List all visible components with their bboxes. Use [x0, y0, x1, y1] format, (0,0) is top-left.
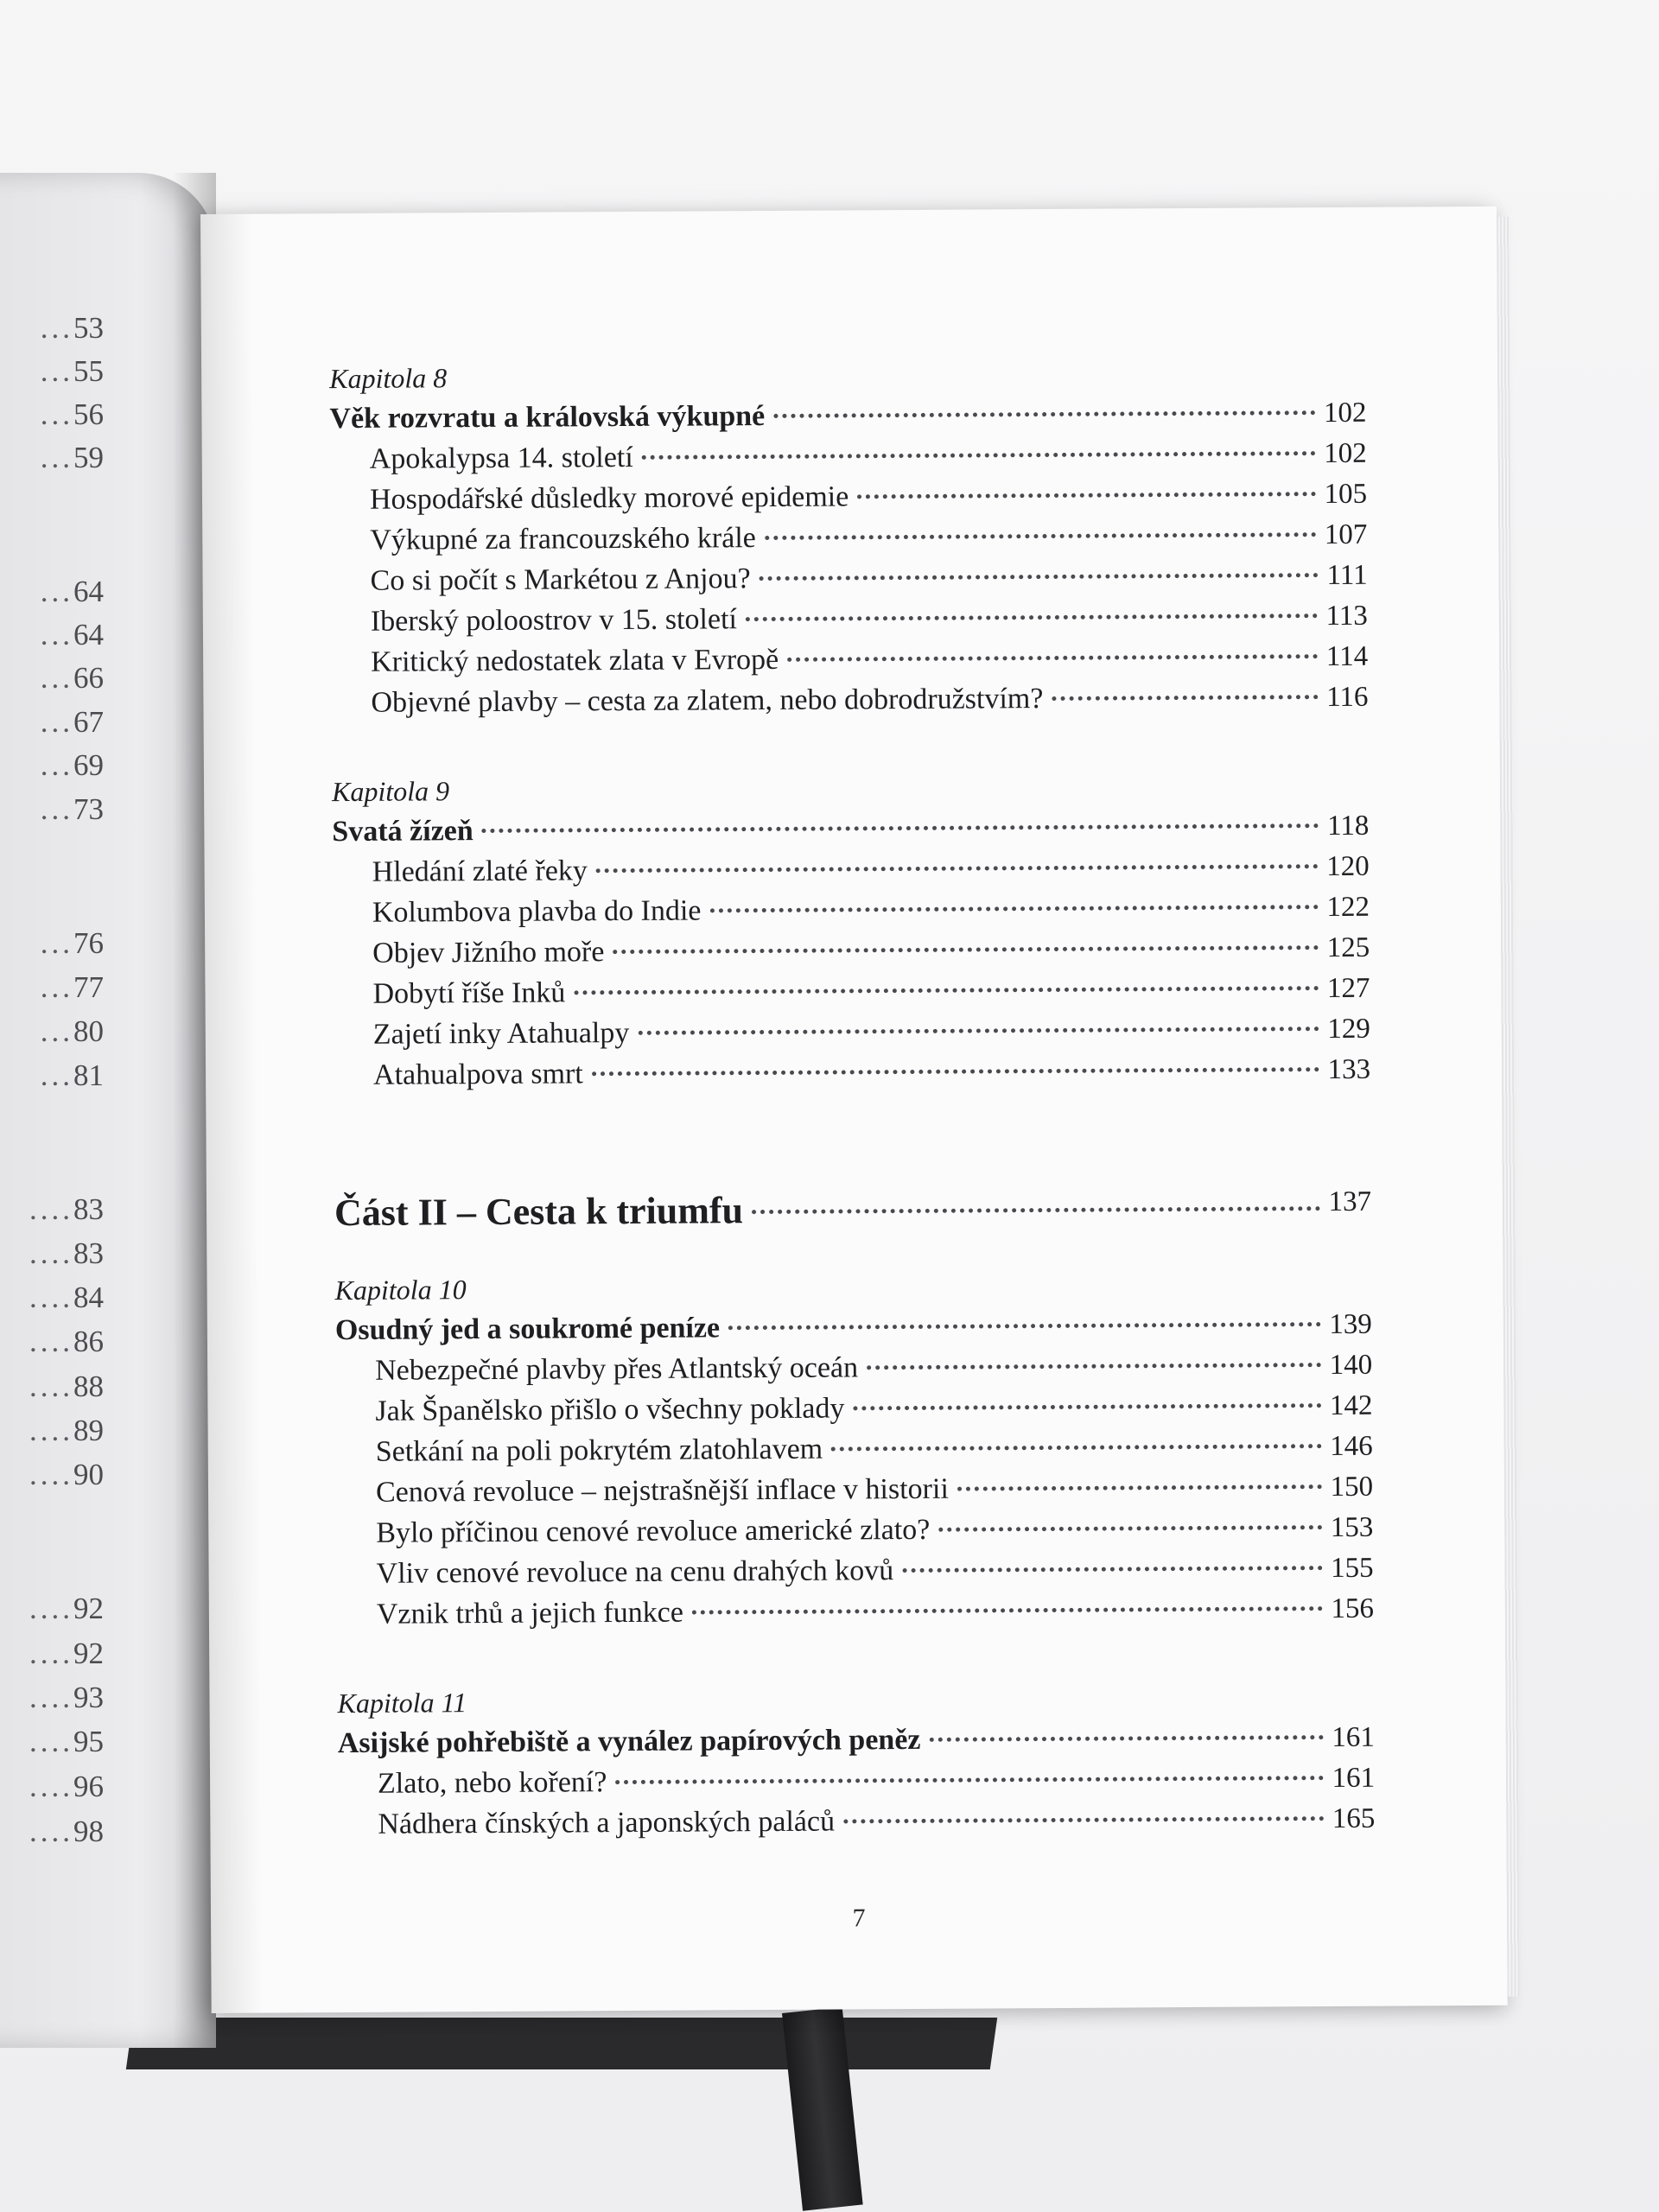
left-page-number: ...56	[40, 397, 104, 431]
toc-entry[interactable]	[331, 636, 1368, 683]
page-ref: 129	[1327, 1013, 1370, 1046]
page-ref: 111	[1326, 559, 1368, 592]
page-ref: 122	[1326, 891, 1370, 924]
dot-leader	[728, 1322, 1320, 1330]
dot-leader	[638, 1027, 1319, 1035]
dot-leader	[957, 1484, 1322, 1491]
left-page-number: ...81	[40, 1058, 104, 1092]
entry-title: Atahualpova smrt	[372, 1058, 583, 1091]
page-ref: 161	[1332, 1721, 1375, 1754]
toc-entry[interactable]	[334, 1049, 1370, 1096]
dot-leader	[574, 986, 1319, 995]
left-page-number: ...64	[40, 575, 104, 608]
toc-entry[interactable]	[336, 1548, 1373, 1594]
left-page-number: ...64	[40, 618, 104, 652]
left-page-number: ...67	[40, 705, 104, 739]
toc-entry[interactable]	[337, 1588, 1374, 1635]
entry-title: Vznik trhů a jejich funkce	[376, 1596, 683, 1630]
left-page-number: ...73	[40, 792, 104, 826]
page-ref: 155	[1330, 1552, 1374, 1585]
entry-title: Zajetí inky Atahualpy	[372, 1016, 630, 1051]
dot-leader	[1052, 695, 1318, 701]
page-ref: 165	[1332, 1802, 1376, 1835]
page-ref: 127	[1326, 972, 1370, 1005]
chapter-title: Svatá žízeň	[332, 815, 474, 849]
entry-title: Vliv cenové revoluce na cenu drahých kovů	[376, 1554, 894, 1590]
dot-leader	[938, 1525, 1322, 1532]
page-ref: 102	[1323, 397, 1367, 429]
page-ref: 139	[1329, 1308, 1372, 1341]
toc-entry[interactable]	[334, 1008, 1370, 1055]
left-page-number: ....98	[29, 1815, 104, 1848]
chapter-title-row[interactable]	[332, 805, 1369, 852]
dot-leader	[853, 1403, 1321, 1410]
entry-title: Výkupné za francouzského krále	[370, 522, 756, 556]
book-cover	[126, 2018, 997, 2069]
page-ref: 153	[1330, 1511, 1374, 1544]
toc-entry[interactable]	[336, 1466, 1373, 1513]
page-ref: 120	[1326, 850, 1370, 883]
page-ref: 150	[1330, 1471, 1374, 1503]
entry-title: Hospodářské důsledky morové epidemie	[369, 480, 849, 516]
left-page-number: ...69	[40, 748, 104, 782]
chapter-title: Asijské pohřebiště a vynález papírových peněz	[337, 1723, 921, 1760]
page-ref: 146	[1330, 1430, 1373, 1463]
chapter-title-row[interactable]	[335, 1304, 1372, 1351]
part-title-row[interactable]	[334, 1179, 1371, 1241]
toc-entry[interactable]	[336, 1426, 1373, 1472]
entry-title: Hledání zlaté řeky	[372, 855, 588, 888]
page-ref: 116	[1326, 681, 1369, 714]
entry-title: Objevné plavby – cesta za zlatem, nebo dobrodružstvím?	[371, 683, 1044, 719]
entry-title: Cenová revoluce – nejstrašnější inflace v historii	[375, 1472, 949, 1509]
dot-leader	[843, 1816, 1324, 1823]
chapter-label: Kapitola 11	[337, 1687, 467, 1719]
entry-title: Jak Španělsko přišlo o všechny poklady	[375, 1392, 845, 1427]
page-ref: 118	[1326, 810, 1370, 842]
dot-leader	[929, 1735, 1323, 1742]
left-page-number: ....90	[29, 1458, 104, 1491]
chapter-label: Kapitola 8	[329, 362, 448, 395]
dot-leader	[831, 1444, 1321, 1451]
entry-title: Dobytí říše Inků	[372, 976, 566, 1010]
page-ref: 125	[1326, 931, 1370, 964]
toc-entry[interactable]	[333, 887, 1370, 933]
toc-entry[interactable]	[333, 968, 1370, 1014]
entry-title: Co si počít s Markétou z Anjou?	[370, 563, 751, 597]
dot-leader	[760, 573, 1319, 581]
left-page-number: ....96	[29, 1770, 104, 1803]
table-of-contents	[329, 353, 1375, 1845]
dot-leader	[709, 905, 1318, 912]
toc-entry[interactable]	[330, 474, 1367, 520]
entry-title: Setkání na poli pokrytém zlatohlavem	[375, 1433, 823, 1468]
entry-title: Kolumbova plavba do Indie	[372, 894, 702, 929]
dot-leader	[787, 654, 1318, 662]
toc-entry[interactable]	[336, 1507, 1373, 1554]
dot-leader	[746, 613, 1318, 621]
part-title: Část II – Cesta k triumfu	[334, 1189, 744, 1235]
dot-leader	[596, 864, 1318, 873]
left-page-number: ....83	[29, 1236, 104, 1270]
left-page-number: ...55	[40, 354, 104, 388]
toc-entry[interactable]	[330, 555, 1367, 601]
entry-title: Iberský poloostrov v 15. století	[370, 603, 738, 638]
dot-leader	[902, 1566, 1322, 1573]
entry-title: Nádhera čínských a japonských paláců	[378, 1805, 836, 1840]
left-page-number: ....86	[29, 1325, 104, 1358]
page-ref: 133	[1327, 1053, 1371, 1086]
toc-entry[interactable]	[333, 927, 1370, 974]
toc-entry[interactable]	[330, 514, 1367, 561]
toc-entry[interactable]	[330, 433, 1367, 480]
left-page-number: ...77	[40, 970, 104, 1004]
page-ref: 161	[1332, 1762, 1376, 1795]
dot-leader	[752, 1206, 1320, 1214]
entry-title: Zlato, nebo koření?	[377, 1766, 607, 1800]
dot-leader	[857, 492, 1315, 499]
dot-leader	[692, 1606, 1323, 1614]
page-ref: 140	[1329, 1349, 1373, 1382]
dot-leader	[592, 1067, 1319, 1076]
left-page	[0, 173, 216, 2048]
chapter-title: Osudný jed a soukromé peníze	[334, 1312, 721, 1347]
toc-entry[interactable]	[331, 677, 1368, 723]
left-page-number: ....88	[29, 1370, 104, 1403]
entry-title: Kritický nedostatek zlata v Evropě	[371, 643, 779, 678]
entry-title: Objev Jižního moře	[372, 936, 605, 969]
page-ref: 137	[1328, 1185, 1372, 1218]
toc-entry[interactable]	[335, 1385, 1372, 1432]
dot-leader	[642, 451, 1315, 460]
toc-entry[interactable]	[331, 595, 1368, 642]
toc-entry[interactable]	[335, 1344, 1372, 1391]
left-page-number: ....92	[29, 1637, 104, 1670]
dot-leader	[615, 1776, 1323, 1784]
entry-title: Nebezpečné plavby přes Atlantský oceán	[375, 1351, 859, 1387]
left-page-number: ....89	[29, 1414, 104, 1447]
left-page-number: ...66	[40, 661, 104, 695]
chapter-8	[329, 353, 1369, 723]
toc-entry[interactable]	[338, 1798, 1375, 1845]
page-ref: 102	[1324, 437, 1367, 470]
chapter-9	[332, 766, 1370, 1096]
chapter-10	[334, 1264, 1374, 1635]
left-page-number: ...59	[40, 441, 104, 474]
left-page-number: ...80	[40, 1014, 104, 1048]
page-ref: 156	[1331, 1592, 1374, 1625]
page-ref: 113	[1325, 600, 1368, 632]
dot-leader	[765, 532, 1316, 540]
left-page-number: ...76	[40, 926, 104, 960]
left-page-number: ....84	[29, 1281, 104, 1314]
page-number: 7	[852, 1904, 866, 1933]
page-ref: 114	[1325, 640, 1369, 673]
toc-entry[interactable]	[338, 1758, 1375, 1804]
dot-leader	[613, 945, 1318, 954]
chapter-label: Kapitola 9	[331, 775, 450, 808]
left-page-number: ....92	[29, 1592, 104, 1625]
chapter-11	[337, 1677, 1375, 1845]
right-page	[200, 207, 1508, 2013]
entry-title: Bylo příčinou cenové revoluce americké zlato?	[376, 1513, 931, 1549]
dot-leader	[867, 1363, 1321, 1370]
dot-leader	[482, 823, 1319, 833]
chapter-title-row[interactable]	[338, 1717, 1375, 1764]
left-page-number: ....83	[29, 1192, 104, 1226]
page-ref: 107	[1324, 518, 1368, 551]
page-ref: 142	[1329, 1389, 1373, 1422]
entry-title: Apokalypsa 14. století	[369, 441, 633, 475]
toc-entry[interactable]	[333, 846, 1370, 893]
chapter-label: Kapitola 10	[334, 1274, 467, 1306]
chapter-title-row[interactable]	[329, 392, 1366, 439]
chapter-title: Věk rozvratu a královská výkupné	[329, 400, 766, 435]
dot-leader	[773, 410, 1315, 418]
left-page-number: ....93	[29, 1681, 104, 1714]
left-page-number: ....95	[29, 1725, 104, 1758]
left-page-number: ...53	[40, 311, 104, 345]
page-ref: 105	[1324, 478, 1368, 511]
